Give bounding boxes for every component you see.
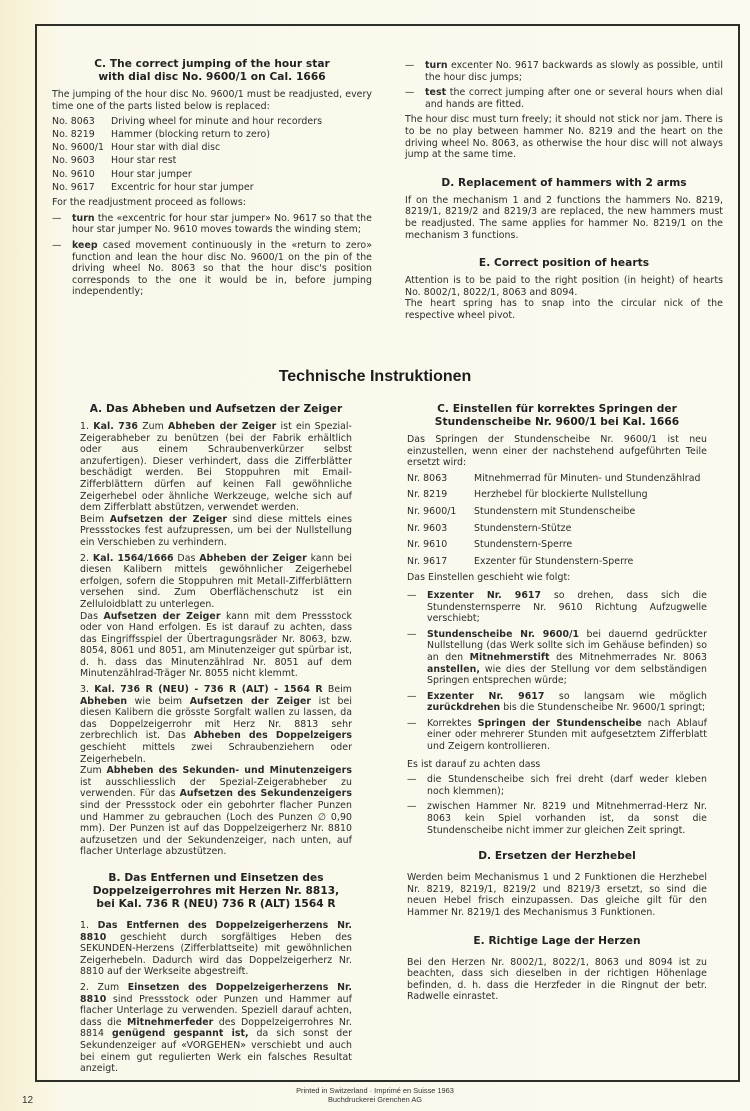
section-d-de-title: D. Ersetzen der Herzhebel [478, 850, 636, 863]
section-c-de-intro: Das Springen der Stundenscheibe Nr. 9600/1 ist neu einzustellen, wenn einer der nachstehend aufgeführten Teile ersetzt wird: [407, 434, 707, 469]
part-row: No. 8063 Driving wheel for minute and hour recorders [52, 116, 323, 128]
part-row: No. 9610 Hour star jumper [52, 168, 192, 180]
part-row: No. 9617 Excentric for hour star jumper [52, 181, 254, 193]
step-item: — turn excenter No. 9617 backwards as slowly as possible, until the hour disc jumps; [405, 60, 723, 83]
attention-de: Es ist darauf zu achten dass [407, 758, 541, 770]
section-a-de-p3b: Zum Abheben des Sekunden- und Minutenzeigers ist ausschliesslich der Spezial-Zeigerabheber zu verwenden. Für das Aufsetzen des Sekundenzeigers sind der Pressstock oder ein gebohrter flacher Punzen und Hammer zu gebrauchen (Loch des Punzen ∅ 0,90 mm). Der Punzen ist auf das Doppelzeigerherz Nr. 8810 aufzusetzen und der Sekundenzeiger, nach unten, auf flacher Unterlage abzustützen. [80, 765, 352, 858]
section-c-en-closing: The hour disc must turn freely; it should not stick nor jam. There is to be no play between hammer No. 8219 and the heart on the driving wheel No. 8063, as otherwise the hour disc will not always jump at the same time. [405, 114, 723, 161]
main-title: Technische Instruktionen [278, 368, 472, 385]
section-d-de-text: Werden beim Mechanismus 1 und 2 Funktionen die Herzhebel Nr. 8219, 8219/1, 8219/2 und 8219/3 ersetzt, so sind die neuen Hebel frisch einzupassen. Das gleiche gilt für den Hammer Nr. 8219/1 des Mechanismus 3 Funktionen. [407, 872, 707, 918]
section-e-de-title: E. Richtige Lage der Herzen [473, 934, 641, 947]
section-e-de-text: Bei den Herzen Nr. 8002/1, 8022/1, 8063 und 8094 ist zu beachten, dass sich dieselben in der richtigen Höhenlage befinden, d. h. dass die Herzfeder in die Ringnut der betr. Radwelle einrastet. [407, 956, 707, 1003]
footer-imprint [0, 1087, 750, 1104]
part-row: Nr. 8219 Herzhebel für blockierte Nullstellung [407, 489, 648, 501]
step-item: — Exzenter Nr. 9617 so langsam wie möglich zurückdrehen bis die Stundenscheibe Nr. 9600/1 springt; [407, 690, 707, 714]
step-item: — Exzenter Nr. 9617 so drehen, dass sich die Stundensternsperre Nr. 9610 Richtung Aufzugwelle verschiebt; [407, 589, 707, 625]
section-d-en-text: If on the mechanism 1 and 2 functions the hammers No. 8219, 8219/1, 8219/2 and 8219/3 are replaced, the new hammers must be readjusted. The same applies for hammer No. 8219/1 on the mechanism 3 functions. [405, 194, 723, 241]
german-left-column [80, 403, 352, 1079]
part-row: Nr. 9600/1 Stundenstern mit Stundenscheibe [407, 505, 636, 517]
part-row: Nr. 9617 Exzenter für Stundenstern-Sperre [407, 555, 634, 567]
page-number: 12 [22, 1095, 34, 1106]
section-c-en-title: C. The correct jumping of the hour star with dial disc No. 9600/1 on Cal. 1666 [94, 58, 330, 83]
step-item: — keep cased movement continuously in the «return to zero» function and lean the hour disc No. 9600/1 on the pin of the driving wheel No. 8063 so that the hour disc's position corresponds to the one it would be in, before jumping independently; [52, 240, 372, 298]
proceed-en: For the readjustment proceed as follows: [52, 197, 246, 209]
part-row: No. 9603 Hour star rest [52, 155, 177, 167]
check-item: — zwischen Hammer Nr. 8219 und Mitnehmerrad-Herz Nr. 8063 kein Spiel vorhanden ist, da sonst die Stundenscheibe nicht immer zur gleichen Zeit springt. [407, 801, 707, 836]
part-row: No. 8219 Hammer (blocking return to zero) [52, 129, 271, 141]
section-e-en-text2: The heart spring has to snap into the circular nick of the respective wheel pivot. [405, 298, 723, 321]
english-right-column [405, 60, 723, 326]
section-b-de-title: B. Das Entfernen und Einsetzen des Doppelzeigerrohres mit Herzen Nr. 8813, bei Kal. 736 R (NEU) 736 R (ALT) 1564 R [92, 871, 340, 910]
check-item: — die Stundenscheibe sich frei dreht (darf weder kleben noch klemmen); [407, 774, 707, 797]
section-e-en-title: E. Correct position of hearts [478, 257, 650, 270]
section-a-de-p1b: Beim Aufsetzen der Zeiger sind diese mittels eines Pressstockes fest aufzupressen, um bei der Nullstellung ein Verschieben zu verhindern. [80, 513, 352, 548]
step-item: — test the correct jumping after one or several hours when dial and hands are fitted. [405, 87, 723, 110]
part-row: No. 9600/1 Hour star with dial disc [52, 142, 221, 154]
section-c-en-intro: The jumping of the hour disc No. 9600/1 must be readjusted, every time one of the parts listed below is replaced: [52, 89, 372, 112]
section-a-de-p1: 1. Kal. 736 Zum Abheben der Zeiger ist ein Spezial-Zeigerabheber zu benützen (bei der Fabrik erhältlich oder aus einem Schraubenverkürzer selbst anzufertigen). Dieser verhindert, dass die Zifferblätter beschädigt werden. Bei Stoppuhren mit Email-Zifferblättern dürfen auf keinen Fall gewöhnliche Zeigerhebel oder ähnliche Werkzeuge, welche sich auf dem Zifferblatt abstützen, verwendet werden. [80, 421, 352, 514]
section-c-de-title: C. Einstellen für korrektes Springen der Stundenscheibe Nr. 9600/1 bei Kal. 1666 [434, 403, 680, 428]
footer-line-1: Printed in Switzerland · Imprimé en Suisse 1963 [296, 1086, 454, 1095]
step-item: — turn the «excentric for hour star jumper» No. 9617 so that the hour star jumper No. 9610 moves towards the winding stem; [52, 212, 372, 236]
step-item: — Stundenscheibe Nr. 9600/1 bei dauernd gedrückter Nullstellung (das Werk sollte sich im Gehäuse befinden) so an den Mitnehmerstift des Mitnehmerrades Nr. 8063 anstellen, wie dies der Stellung vor dem selbständigen Springen entsprechen würde; [407, 628, 707, 687]
part-row: Nr. 9603 Stundenstern-Stütze [407, 522, 572, 534]
section-a-de-title: A. Das Abheben und Aufsetzen der Zeiger [89, 403, 343, 415]
parts-list-de [407, 473, 707, 568]
proceed-de: Das Einstellen geschieht wie folgt: [407, 572, 571, 584]
section-a-de-p3: 3. Kal. 736 R (NEU) - 736 R (ALT) - 1564 R Beim Abheben wie beim Aufsetzen der Zeiger ist bei diesen Kalibern die grösste Sorgfalt wallen zu lassen, da das Doppelzeigerrohr mit Herz Nr. 8813 sehr zerbrechlich ist. Das Abheben des Doppelzeigers geschieht mittels zwei Schraubenziehern oder Zeigerhebeln. [80, 684, 353, 765]
german-right-column [407, 403, 707, 1007]
footer-line-2: Buchdruckerei Grenchen AG [327, 1094, 423, 1104]
section-b-de-p2: 2. Zum Einsetzen des Doppelzeigerherzens Nr. 8810 sind Pressstock oder Punzen und Hammer auf flacher Unterlage zu verwenden. Speziell darauf achten, dass die Mitnehmerfeder des Doppelzeigerrohres Nr. 8814 genügend gespannt ist, da sich sonst der Sekundenzeiger auf «VORGEHEN» verschiebt und auch bei einem gut regulierten Werk ein falsches Resultat anzeigt. [80, 981, 353, 1075]
parts-list-en [52, 116, 372, 193]
section-e-en-text1: Attention is to be paid to the right position (in height) of hearts No. 8002/1, 8022/1, 8063 and 8094. [405, 275, 723, 298]
section-a-de-p2: 2. Kal. 1564/1666 Das Abheben der Zeiger kann bei diesen Kalibern mittels gewöhnlicher Zeigerhebel erfolgen, sofern die Stoppuhren mit Metall-Zifferblättern versehen sind. Zum Oberflächenschutz ist ein Zelluloidblatt zu unterlegen. [80, 552, 352, 610]
section-b-de-p1: 1. Das Entfernen des Doppelzeigerherzens Nr. 8810 geschieht durch sorgfältiges Heben des SEKUNDEN-Herzens (Zifferblattseite) mit gewöhnlichen Zeigerhebeln. Dadurch wird das Doppelzeigerherz Nr. 8810 auf der Werkseite abgestreift. [80, 919, 353, 978]
part-row: Nr. 9610 Stundenstern-Sperre [407, 539, 573, 551]
step-item: — Korrektes Springen der Stundenscheibe nach Ablauf einer oder mehrerer Stunden mit aufgesetztem Zifferblatt und Zeigern kontrollieren. [407, 717, 707, 753]
part-row: Nr. 8063 Mitnehmerrad für Minuten- und Stundenzählrad [407, 472, 701, 484]
section-a-de-p2b: Das Aufsetzen der Zeiger kann mit dem Pressstock oder von Hand erfolgen. Es ist darauf zu achten, dass das Eingriffsspiel der Übertragungsräder Nr. 8063, bzw. 8054, 8061 und 8051, am Minutenzeiger gut spürbar ist, d. h. dass das Minutenzählrad Nr. 8051 auf dem Minutenzählrad-Träger Nr. 8055 nicht klemmt. [80, 610, 352, 680]
section-d-en-title: D. Replacement of hammers with 2 arms [441, 176, 687, 189]
english-left-column [52, 58, 372, 302]
